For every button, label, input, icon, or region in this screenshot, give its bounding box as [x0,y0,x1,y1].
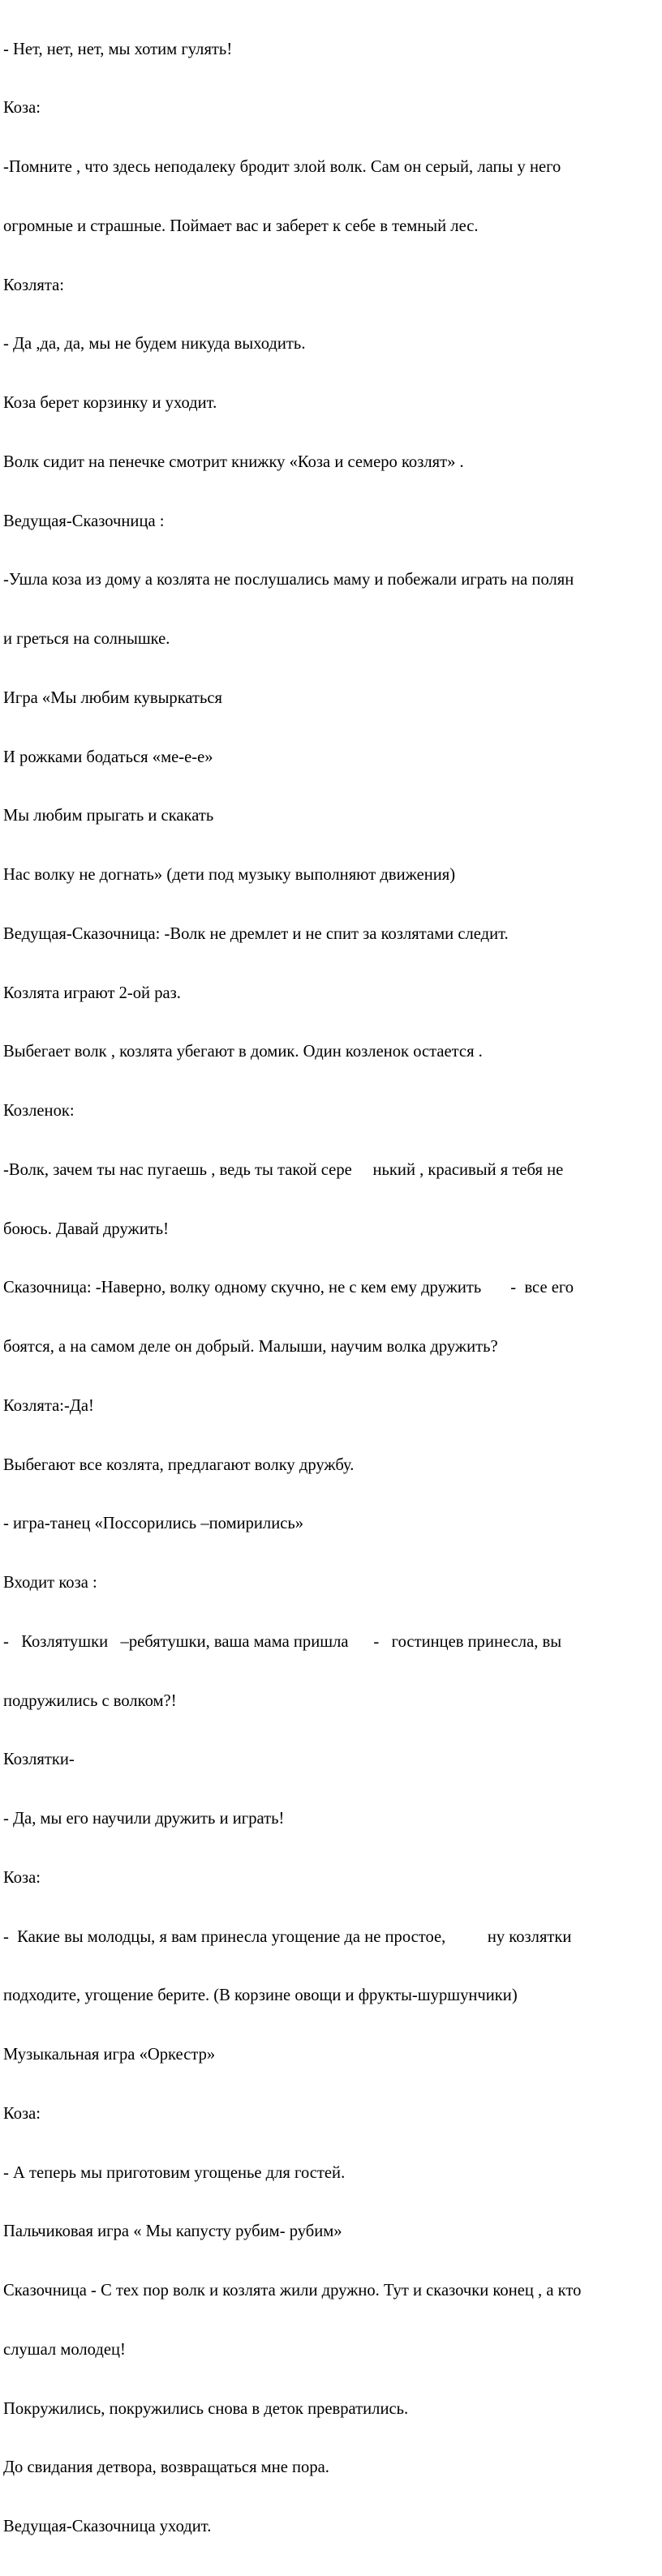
text-line: Козлята:-Да! [3,1396,94,1415]
text-line: Козлята играют 2-ой раз. [3,984,181,1002]
document-body [3,0,581,2576]
text-line: Коза берет корзинку и уходит. [3,394,217,412]
text-line: огромные и страшные. Поймает вас и заберет к себе в темный лес. [3,216,479,235]
text-line: Коза: [3,99,41,118]
text-line: Волк сидит на пенечке смотрит книжку «Коза и семеро козлят» . [3,452,464,471]
text-line: - А теперь мы приготовим угощенье для гостей. [3,2163,346,2182]
text-line: Козлята: [3,276,65,294]
text-line: боюсь. Давай дружить! [3,1219,169,1238]
text-line: Входит коза : [3,1574,97,1592]
text-line: - игра-танец «Поссорились –помирились» [3,1515,304,1533]
text-line: Нас волку не догнать» (дети под музыку выполняют движения) [3,866,456,884]
text-line: Сказочница: -Наверно, волку одному скучно, не с кем ему дружить - все его [3,1279,574,1297]
text-line: слушал молодец! [3,2340,126,2359]
text-line: и греться на солнышке. [3,630,170,648]
text-line: Коза: [3,2104,41,2123]
text-line: Музыкальная игра «Оркестр» [3,2046,216,2064]
text-line: - Да ,да, да, мы не будем никуда выходить. [3,335,306,354]
text-line: Пальчиковая игра « Мы капусту рубим- рубим» [3,2222,342,2241]
text-line: подружились с волком?! [3,1691,177,1710]
text-line: -Ушла коза из дому а козлята не послушались маму и побежали играть на полян [3,571,574,589]
text-line: Коза: [3,1868,41,1887]
text-line: Козленок: [3,1102,75,1120]
text-line: -Волк, зачем ты нас пугаешь , ведь ты такой сере нький , красивый я тебя не [3,1160,564,1179]
text-line: - Козлятушки –ребятушки, ваша мама пришла - гостинцев принесла, вы [3,1632,562,1651]
text-line: Выбегают все козлята, предлагают волку дружбу. [3,1455,355,1474]
text-line: До свидания детвора, возвращаться мне пора. [3,2458,329,2477]
text-line: Мы любим прыгать и скакать [3,807,214,825]
text-line: Игра «Мы любим кувыркаться [3,688,223,707]
text-line: - Какие вы молодцы, я вам принесла угощение да не простое, ну козлятки [3,1927,572,1946]
text-line: Ведущая-Сказочница: -Волк не дремлет и не спит за козлятами следит. [3,924,509,943]
text-line: Ведущая-Сказочница : [3,512,165,530]
text-line: боятся, а на самом деле он добрый. Малыши, научим волка дружить? [3,1338,498,1356]
text-line: Выбегает волк , козлята убегают в домик. Один козленок остается . [3,1043,483,1061]
text-line: подходите, угощение берите. (В корзине овощи и фрукты-шуршунчики) [3,1987,518,2005]
text-line: Сказочница - С тех пор волк и козлята жили дружно. Тут и сказочки конец , а кто [3,2282,582,2300]
text-line: Ведущая-Сказочница уходит. [3,2518,212,2535]
text-line: -Помните , что здесь неподалеку бродит злой волк. Сам он серый, лапы у него [3,158,561,176]
text-line: И рожками бодаться «ме-е-е» [3,748,213,766]
text-line: - Да, мы его научили дружить и играть! [3,1810,285,1828]
text-line: Козлятки- [3,1751,75,1769]
text-line: - Нет, нет, нет, мы хотим гулять! [3,40,233,58]
text-line: Покружились, покружились снова в деток превратились. [3,2399,409,2418]
